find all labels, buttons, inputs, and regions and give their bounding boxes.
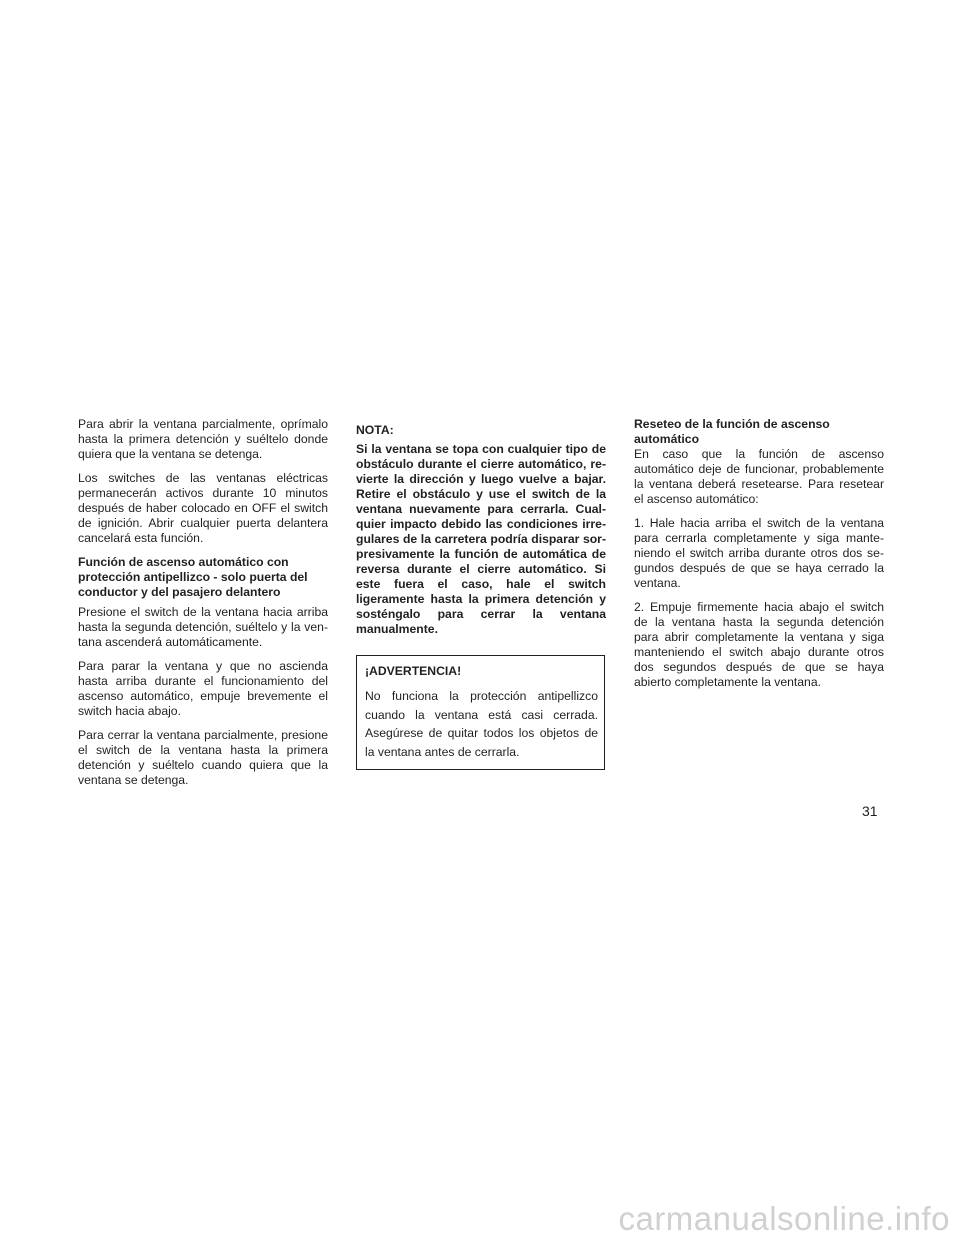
middle-column (356, 417, 606, 770)
paragraph-reset-step-2: 2. Empuje firmemente hacia abajo el switch de la ventana hasta la segunda detención para abrir completamente la ventana y siga manteniendo el switch abajo durante otros dos segundos después de que se haya abierto completamente la ventana. (634, 600, 884, 689)
note-text: Si la ventana se topa con cualquier tipo de obstáculo durante el cierre automático, revierte la dirección y luego vuelve a bajar. Retire el obstáculo y use el switch de la ventana nuevamente para cerrarla. Cualquier impacto debido las condiciones irregulares de la carretera podría disparar sorpresivamente la función de automática de reversa durante el cierre automático. Si este fuera el caso, hale el switch ligeramente hasta la primera detención y sosténgalo para cerrar la ventana manualmente. (356, 442, 606, 636)
heading-reset-auto-up: Reseteo de la función de ascenso automático (634, 417, 830, 446)
right-column (634, 417, 884, 699)
watermark: carmanualsonline.info (618, 1200, 950, 1237)
paragraph-stop-auto-up: Para parar la ventana y que no ascienda hasta arriba durante el funcionamiento del ascenso automático, empuje brevemente el switch hacia abajo. (78, 659, 328, 718)
paragraph-open-window-partially: Para abrir la ventana parcialmente, oprímalo hasta la primera detención y suéltelo donde quiera que la ventana se detenga. (78, 417, 328, 461)
paragraph-reset-intro: En caso que la función de ascenso automático deje de funcionar, probablemente la ventana deberá resetearse. Para resetear el ascenso automático: (634, 447, 884, 506)
paragraph-switches-active: Los switches de las ventanas eléctricas permanecerán activos durante 10 minutos después de haber colocado en OFF el switch de ignición. Abrir cualquier puerta delantera cancelará esta función. (78, 471, 328, 545)
note-label: NOTA: (356, 423, 394, 437)
warning-title: ¡ADVERTENCIA! (365, 664, 462, 678)
heading-auto-up-pinch-protection: Función de ascenso automático con protección antipellizco - solo puerta del conductor y del pasajero delantero (78, 555, 308, 599)
paragraph-close-window-partially: Para cerrar la ventana parcialmente, presione el switch de la ventana hasta la primera detención y suéltelo cuando quiera que la ventana se detenga. (78, 728, 328, 787)
left-column (78, 417, 328, 797)
page-number: 31 (862, 803, 878, 819)
warning-box (356, 655, 605, 770)
warning-body: No funciona la protección antipellizco cuando la ventana está casi cerrada. Asegúrese de quitar todos los objetos de la ventana antes de cerrarla. (365, 689, 598, 759)
paragraph-auto-up-instruction: Presione el switch de la ventana hacia arriba hasta la segunda detención, suéltelo y la ventana ascenderá automáticamente. (78, 605, 328, 649)
paragraph-reset-step-1: 1. Hale hacia arriba el switch de la ventana para cerrarla completamente y siga manteniendo el switch arriba durante otros dos segundos después de que se haya cerrado la ventana. (634, 516, 884, 590)
